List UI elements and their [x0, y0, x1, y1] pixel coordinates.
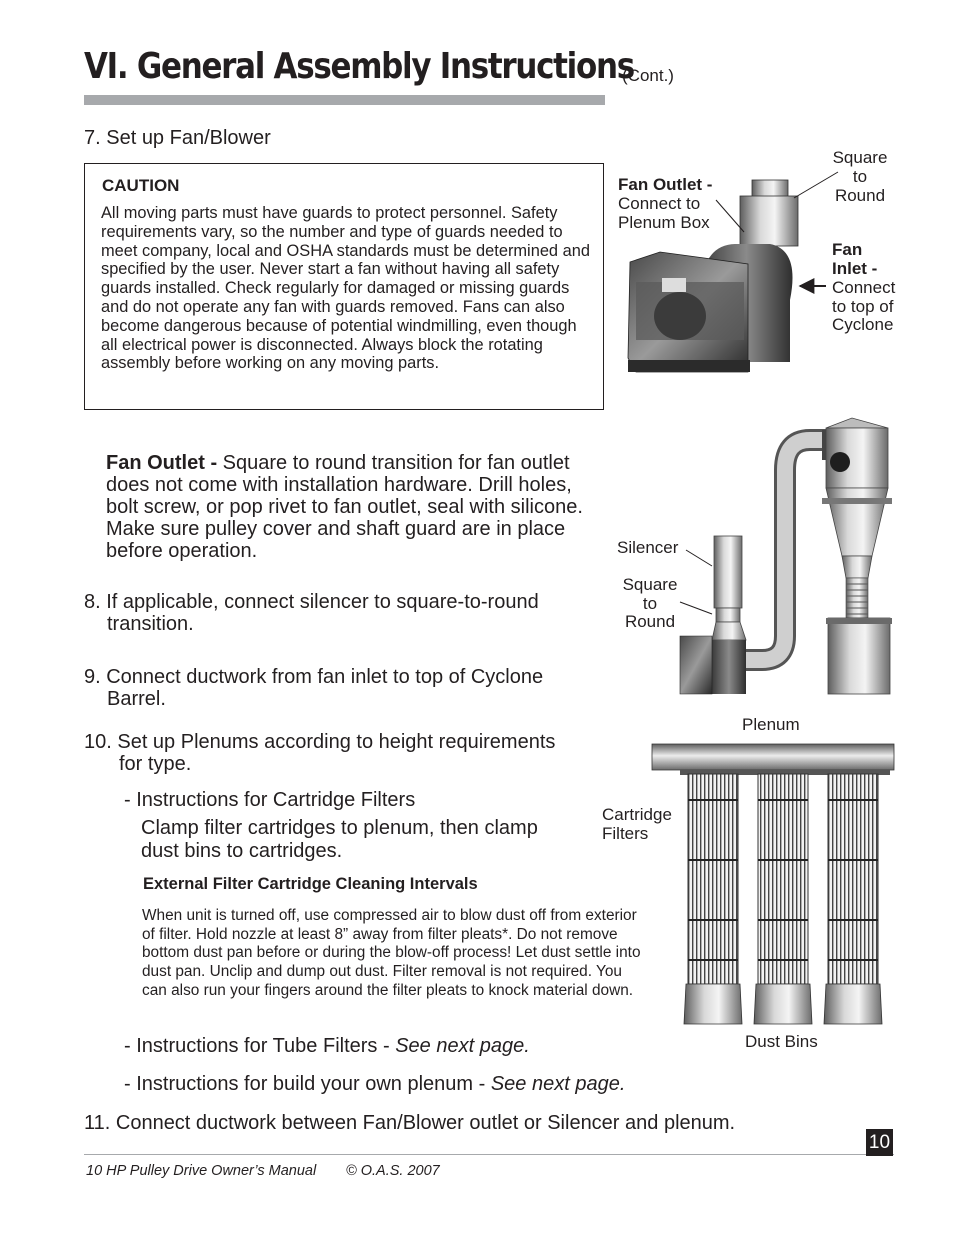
cyclone-image: [680, 418, 892, 694]
cartridge-filters-label-1: Cartridge: [602, 805, 672, 824]
cyclone-cap: [826, 418, 888, 428]
footer-rule: [84, 1154, 894, 1155]
tube-filters-line: [124, 1035, 530, 1057]
round-label-1: Round: [834, 186, 886, 205]
mini-fan-housing: [712, 640, 746, 694]
build-plenum-line: [124, 1073, 625, 1095]
cartridge-text-2: dust bins to cartridges.: [141, 840, 343, 862]
cartridge-filter-3: [824, 774, 882, 1024]
step-10-line-2: for type.: [119, 753, 192, 775]
fan-inlet-line-3: Cyclone: [832, 315, 894, 334]
step-9-line-2: Barrel.: [107, 688, 166, 710]
to-label-1: to: [852, 167, 868, 186]
fan-nameplate: [662, 278, 686, 292]
fan-outlet-label-line2: Plenum Box: [618, 213, 710, 232]
cartridge-filter-1: [684, 774, 742, 1024]
plenum-box: [652, 744, 894, 770]
tube-filters-see-next: See next page.: [395, 1035, 530, 1057]
build-plenum-see-next: See next page.: [490, 1073, 626, 1095]
fan-inlet-bold-1: Fan: [832, 240, 863, 259]
footer-manual-title: 10 HP Pulley Drive Owner’s Manual: [86, 1163, 317, 1179]
to-label-2: to: [642, 594, 658, 613]
square-to-round-leader-2: [680, 602, 712, 614]
silencer-leader: [686, 550, 712, 566]
silencer-label: Silencer: [617, 538, 679, 557]
step-7: 7. Set up Fan/Blower: [84, 127, 271, 149]
step-8-line-1: 8. If applicable, connect silencer to square-to-round: [84, 591, 539, 613]
fan-base: [628, 360, 750, 372]
silencer-collar: [716, 608, 740, 622]
square-to-round-transition: [740, 196, 798, 246]
cyclone-port: [830, 452, 850, 472]
fan-inlet-line-1: Connect: [832, 278, 896, 297]
footer-copyright: © O.A.S. 2007: [346, 1163, 440, 1179]
fan-outlet-collar: [752, 180, 788, 198]
square-label-2: Square: [622, 575, 678, 594]
round-label-2: Round: [624, 612, 676, 631]
fan-inlet-bold-2: Inlet -: [832, 259, 878, 278]
motor-end: [654, 292, 706, 340]
step-11: 11. Connect ductwork between Fan/Blower outlet or Silencer and plenum.: [84, 1112, 736, 1134]
step-9-line-1: 9. Connect ductwork from fan inlet to top of Cyclone: [84, 666, 544, 688]
barrel-rim: [826, 618, 892, 624]
cleaning-heading: External Filter Cartridge Cleaning Intervals: [143, 875, 478, 893]
step-8-line-2: transition.: [107, 613, 194, 635]
cartridge-text-1: Clamp filter cartridges to plenum, then clamp: [141, 817, 538, 839]
title-continued: (Cont.): [622, 66, 674, 85]
fan-outlet-text: Square to round transition for fan outlet does not come with installation hardware. Drill holes, bolt screw, or pop rivet to fan outlet, seal with silicone. Make sure pulley cover and shaft guard are in place before operation.: [106, 452, 583, 562]
build-plenum-text: - Instructions for build your own plenum -: [124, 1073, 491, 1095]
fan-outlet-label-line1: Connect to: [618, 194, 701, 213]
mini-fan-base: [680, 636, 712, 694]
dust-bins-label: Dust Bins: [745, 1032, 818, 1051]
step-10-line-1: 10. Set up Plenums according to height requirements: [84, 731, 556, 753]
fan-outlet-bold: Fan Outlet -: [106, 452, 223, 474]
caution-body: All moving parts must have guards to protect personnel. Safety requirements vary, so the number and type of guards needed to meet company, local and OSHA standards must be determined and specified by the user. Never start a fan without having all safety guards installed. Check regularly for damaged or missing guards and do not operate any fan with guards removed. Fans can also become dangerous because of potential windmilling, even though all electrical power is disconnected. Always block the rotating assembly before working on any moving parts.: [101, 204, 590, 373]
cartridge-filter-2: [754, 774, 812, 1024]
cartridge-filter-image: [652, 744, 894, 1024]
fan-inlet-line-2: to top of: [832, 297, 894, 316]
page-number: 10: [866, 1129, 893, 1156]
square-label-1: Square: [832, 148, 888, 167]
plenum-label: Plenum: [742, 715, 800, 734]
cleaning-text: When unit is turned off, use compressed air to blow dust off from exterior of filter. Hold nozzle at least 8” away from filter pleats*. Do not remove bottom dust pan before or during the blow-off process! Let dust settle into dust pan. Unclip and dump out dust. Filter removal is not required. You can also run your fingers around the filter pleats to knock material down.: [142, 907, 641, 999]
page-title: VI. General Assembly Instructions: [84, 46, 634, 87]
caution-heading: CAUTION: [102, 176, 180, 195]
tube-filters-text: - Instructions for Tube Filters -: [124, 1035, 396, 1057]
cyclone-dust-barrel: [828, 618, 890, 694]
silencer: [714, 536, 742, 608]
inlet-duct: [740, 440, 830, 660]
cartridge-heading: - Instructions for Cartridge Filters: [124, 789, 416, 811]
cyclone-cone-bottom: [842, 556, 872, 578]
silencer-transition: [712, 622, 746, 640]
cartridge-filters-label-2: Filters: [602, 824, 649, 843]
fan-outlet-label-bold: Fan Outlet -: [618, 175, 713, 194]
fan-outlet-paragraph: [106, 452, 606, 562]
cyclone-band: [822, 498, 892, 504]
